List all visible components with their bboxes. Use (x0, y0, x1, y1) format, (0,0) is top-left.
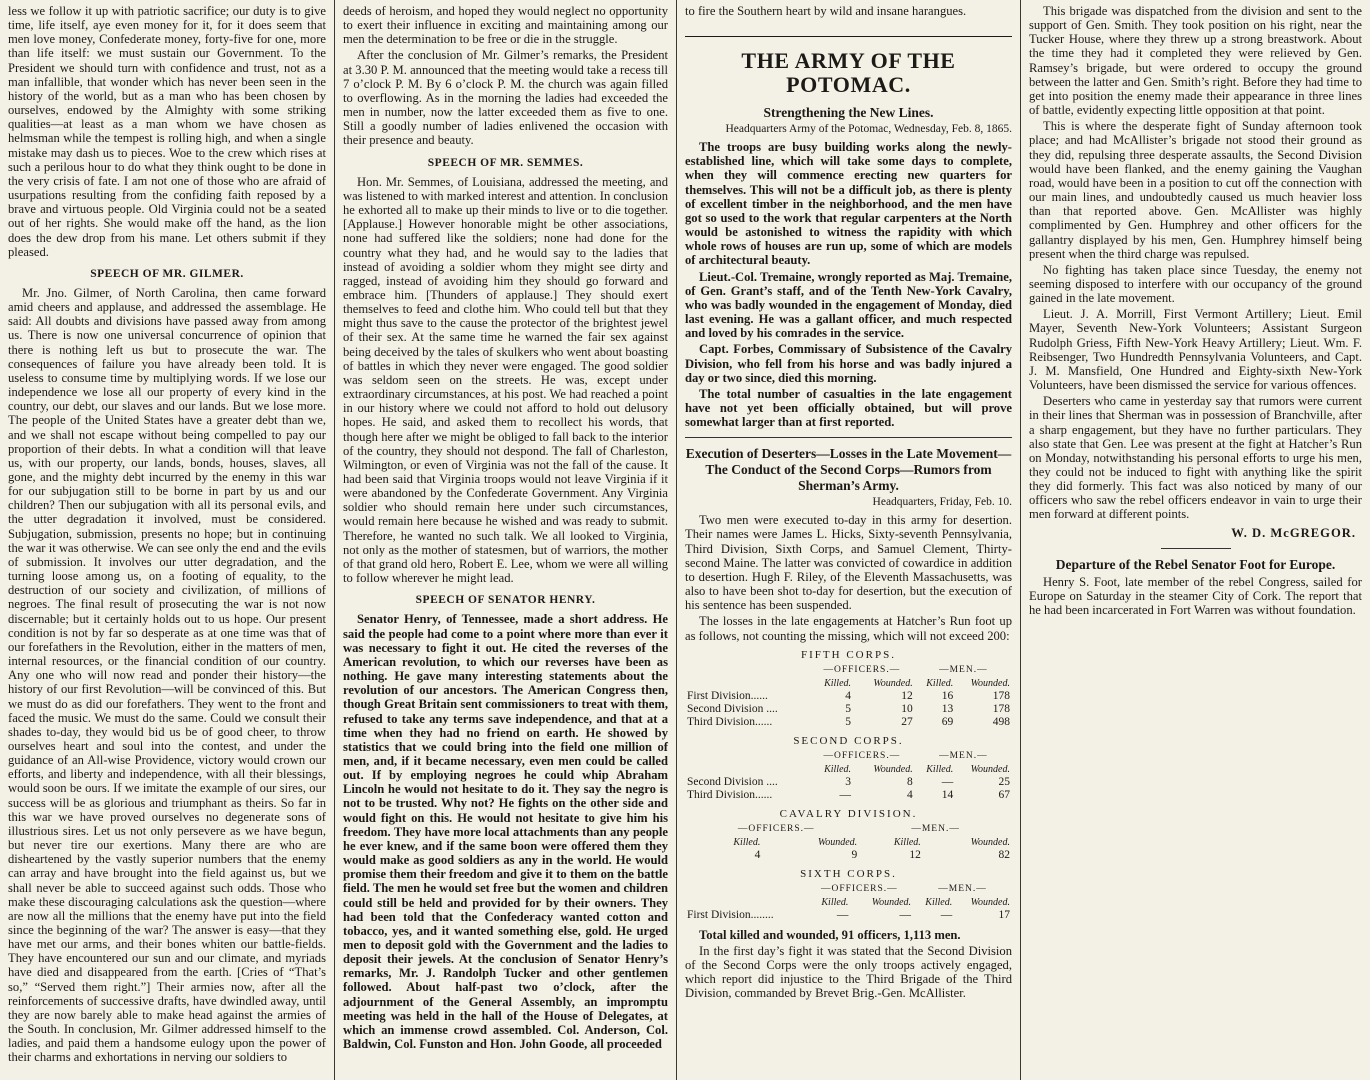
casualty-table (685, 664, 1012, 729)
table-cell: — (899, 908, 912, 921)
column-header: Killed. (925, 896, 953, 908)
table-cell: 17 (998, 908, 1010, 921)
article-paragraph: After the conclusion of Mr. Gilmer’s remarks, the President at 3.30 P. M. announced that the meeting would take a recess till 7 o’clock P. M. By 6 o’clock P. M. the church was again filled to overflowing. As in the morning the ladies had exceeded the men in number, now the latter exceeded them as five to one. Still a goodly number of ladies enlivened the occasion with their presence and beauty. (343, 48, 668, 148)
table-caption: CAVALRY DIVISION. (779, 807, 918, 820)
article-paragraph: In the first day’s fight it was stated that the Second Division of the Second Corps were the only troops actively engaged, which report did injustice to the Third Brigade of the Third Division, commanded by Brevet Brig.-Gen. McAllister. (685, 943, 1012, 1001)
column-header: Wounded. (817, 836, 858, 848)
article-paragraph: Henry S. Foot, late member of the rebel Congress, sailed for Europe on Saturday in the steamer City of Cork. The report that he had been incarcerated in Fort Warren was without foundation. (1029, 574, 1362, 618)
group-header: —MEN.— (938, 883, 987, 894)
column-header: Killed. (893, 836, 921, 848)
article-paragraph: to fire the Southern heart by wild and insane harangues. (685, 4, 967, 18)
table-cell: 9 (851, 848, 858, 861)
totals-line: Total killed and wounded, 91 officers, 1,113 men. (699, 927, 961, 942)
casualty-table (685, 750, 1012, 802)
article-paragraph: less we follow it up with patriotic sacrifice; our duty is to give time, life itself, aye even money for it, for it does seem that men love money, Confederate money, forty-five for one, more than life itself: we must sustain our Government. To the President we should turn with confidence and trust, not as a man infallible, that wonder which has never been seen in the history of the world, but as a man who has been chosen by ourselves, endowed by the Almighty with some striking qualities—at least as a man whom we have chosen as helmsman while the tempest is rolling high, and when a single mistake may dash us to pieces. Woe to the crew which rises at such a perilous hour to do what they think ought to be done in the very crisis of fate. I am not one of those who are afraid of usurpations resulting from the confiding faith reposed by a brave and virtuous people. Old Virginia could not be a seated out of her rights. She would make off the hand, as the lion does the dew drop from his mane. Let others submit if they pleased. (8, 4, 326, 259)
group-header: —MEN.— (911, 823, 960, 834)
table-cell: 12 (909, 848, 921, 861)
table-cell: 4 (906, 788, 913, 801)
table-cell: 27 (901, 715, 913, 728)
row-label (685, 849, 693, 862)
table-cell: 10 (901, 702, 913, 715)
table-cell: 13 (941, 702, 954, 715)
divider (1161, 548, 1231, 549)
table-cell: 5 (845, 715, 852, 728)
column-header: Wounded. (970, 896, 1010, 908)
group-header: —OFFICERS.— (823, 664, 901, 675)
table-row (685, 703, 1012, 716)
column-header: Killed. (821, 896, 849, 908)
table-cell: 82 (998, 848, 1010, 861)
column-1 (0, 0, 335, 1080)
column-header: Killed. (824, 763, 852, 775)
column-header: Wounded. (873, 677, 913, 689)
article-paragraph: The troops are busy building works along the newly-established line, which will take some days to complete, when they will commence erecting new quarters for themselves. This will not be a difficult job, as there is plenty of excellent timber in the neighborhood, and the men have got so used to the work that regular carpenters at the North would be astonished to witness the rapidity with which whole rows of houses are run up, some of which are models of architectural beauty. (685, 140, 1012, 268)
column-header: Wounded. (970, 836, 1010, 848)
column-header: Killed. (733, 836, 761, 848)
table-cell: 4 (845, 689, 852, 702)
table-cell: 5 (845, 702, 852, 715)
table-cell: 3 (845, 775, 852, 788)
table-caption: FIFTH CORPS. (801, 648, 896, 661)
table-cell: 178 (992, 702, 1010, 715)
column-header: Wounded. (970, 763, 1010, 775)
table-row (685, 776, 1012, 789)
table-row (685, 909, 1012, 922)
column-header: Killed. (926, 677, 954, 689)
article-paragraph: This brigade was dispatched from the division and sent to the support of Gen. Smith. They took position on his right, near the Tucker House, where they threw up a strong breastwork. About the time they had it completed they were relieved by Gen. Ramsey’s brigade, but were ordered to occupy the ground between the latter and Gen. Smith’s right. Before they had time to get into position the enemy made their appearance in three lines of battle, evidently expecting little opposition at that point. (1029, 4, 1362, 118)
article-paragraph: Two men were executed to-day in this army for desertion. Their names were James L. Hicks, Sixty-seventh Pennsylvania, Third Division, Sixth Corps, and Samuel Clement, Thirty-second Maine. The latter was convicted of cowardice in addition to desertion. Hugh F. Riley, of the Eleventh Massachusetts, was also to have been shot to-day for desertion, but the execution of his sentence has been suspended. (685, 513, 1012, 613)
row-label: Second Division .... (687, 775, 778, 788)
section-heading: SPEECH OF MR. SEMMES. (427, 156, 584, 169)
column-header: Wounded. (970, 677, 1010, 689)
divider (685, 437, 1012, 438)
row-label: First Division........ (687, 908, 774, 921)
section-heading: SPEECH OF MR. GILMER. (90, 267, 244, 280)
column-3 (677, 0, 1021, 1080)
table-cell: — (836, 908, 849, 921)
table-cell: 498 (992, 715, 1010, 728)
article-paragraph: The total number of casualties in the late engagement have not yet been officially obtained, but will prove somewhat larger than at first reported. (685, 386, 1012, 430)
article-paragraph: Deserters who came in yesterday say that rumors were current in their lines that Sherman was in possession of Branchville, after a sharp engagement, but they have no further particulars. They also state that Gen. Lee was present at the fight at Hatcher’s Run on Monday, notwithstanding his personal efforts to urge his men, they could not be induced to fight with anything like the spirit they did formerly. This fact was also noticed by many of our officers who saw the rebel officers endeavor in vain to urge their men forward at different points. (1029, 394, 1362, 522)
article-paragraph: Capt. Forbes, Commissary of Subsistence of the Cavalry Division, who fell from his horse and was badly injured a day or two since, died this morning. (685, 342, 1012, 385)
article-paragraph: Senator Henry, of Tennessee, made a short address. He said the people had come to a point where more than ever it was necessary to fight it out. He cited the reverses of the American revolution, to which our reverses have been as nothing. He gave many interesting statements about the revolution of our ancestors. The American Congress then, though Great Britain sent commissioners to treat with them, refused to take any terms save independence, and that at a time when they had no friend on earth. He showed by statistics that we could bring into the field one million of men, and, if it became necessary, even men could be called out. If by employing negroes he could whip Abraham Lincoln he would not hesitate to do it. They say the negro is not to be trusted. Why not? He fights on the other side and would fight on this. He would not hesitate to give him his freedom. They have more local attachments than any people he ever knew, and if the same boon were offered them they would make as good soldiers as any in the world. He would promise them their freedom and give it to them on the battle field. The men he would set free but the women and children could still be held and provided for by their owners. They had been told that the Confederacy wanted cotton and tobacco, yes, and it wanted something else, gold. He urged men to deposit gold with the Government and the ladies to deposit their jewels. At the conclusion of Senator Henry’s remarks, Mr. J. Randolph Tucker and other gentlemen followed. About half-past two o’clock, after the adjournment of the General Assembly, an impromptu meeting was held in the hall of the House of Delegates, at which an immense crowd assembled. Col. Anderson, Col. Baldwin, Col. Funston and Hon. John Goode, all proceeded (343, 612, 668, 1052)
dateline: Headquarters Army of the Potomac, Wednesday, Feb. 8, 1865. (725, 123, 1012, 136)
table-cell: 4 (754, 848, 761, 861)
table-cell: — (940, 908, 953, 921)
row-label: First Division...... (687, 689, 768, 702)
table-cell: 8 (906, 775, 913, 788)
article-paragraph: Mr. Jno. Gilmer, of North Carolina, then came forward amid cheers and applause, and addressed the assemblage. He said: All doubts and divisions have passed away from among us. There is now one universal concurrence of opinion that there is nothing left us but to prosecute the war. The consequences of failure you have already been told. It is useless to consume time by multiplying words. If we lose our independence we lose all our property of every kind in the country, our debt, our slaves and our lands. But we lose more. The people of the United States have a greater debt than we, and we shall not escape without being compelled to pay our proportion of their debts. In what a condition will that leave us, with our property, our lands, bonds, houses, slaves, all gone, and the mighty debt incurred by the enemy in this war for our subjugation still to be borne in part by us and our children? Then our subjugation with all its personal evils, and the utter degradation it involved, must be considered. Subjugation, submission, presents no hope; but in continuing the war it was otherwise. We can see only the end and the evils of submission. It involves our utter degradation, and the turning loose among us, on a footing of equality, to the destruction of our society and civilization, of millions of negroes. The final result of prosecuting the war is not now discernable; but it certainly holds out to us hope. Our present condition is not by far so desperate as at one time was that of our forefathers in the Revolution, either in the matters of men, internal resources, or the financial condition of our country. Any one who will now read and ponder their history—the history of our first Revolution—will be convinced of this. But we must do as did our forefathers. They went to the front and faced the music. We must do the same. Could we consult their shades to-day, they would bid us be of good cheer, to throw ourselves heart and soul into the contest, and under the guidance of an All-wise Providence, victory would crown our efforts, and liberty and independence, with all their blessings, would soon be ours. If we imitate the example of our sires, our success will be as glorious and triumphant as theirs. So far in this war we have proved ourselves no degenerate sons of illustrious sires. Let us not only persevere as we have begun, but never tire our exertions. Many there are who are disheartened by the vastly superior numbers that the enemy can array and have brought into the field against us, but we shall never be able to succeed against such odds. Those who make these discouraging calculations ask the question—where are now all the millions that the enemy have put into the field since the beginning of the war? The answer is easy—that they have met our arms, and their bones whiten our battle-fields. They have encountered our sun and our climate, and myriads have died and disappeared from the earth. [Cries of “That’s so,” “Served them right.”] Their armies now, after all the reinforcements of successive drafts, have dwindled away, until they are now barely able to make head against the armies of the South. In conclusion, Mr. Gilmer addressed himself to the ladies, and paid them a handsome eulogy upon the power of their charms and exhortations in nerving our soldiers to (8, 285, 326, 1065)
column-header: Killed. (824, 677, 852, 689)
column-header: Wounded. (871, 896, 912, 908)
byline-signature: W. D. McGREGOR. (1231, 525, 1356, 540)
group-header: —OFFICERS.— (737, 823, 815, 834)
article-paragraph: Lieut.-Col. Tremaine, wrongly reported as Maj. Tremaine, of Gen. Grant’s staff, and of the Tenth New-York Cavalry, who was badly wounded in the engagement of Monday, died last evening. He was a gallant officer, and much respected and loved by his comrades in the service. (685, 269, 1012, 341)
group-header: —OFFICERS.— (820, 883, 898, 894)
table-row (685, 716, 1012, 729)
row-label: Third Division...... (687, 715, 773, 728)
table-cell: 67 (998, 788, 1010, 801)
table-cell: 14 (941, 788, 954, 801)
table-row (685, 789, 1012, 802)
row-label: Second Division .... (687, 702, 778, 715)
article-paragraph: Lieut. J. A. Morrill, First Vermont Artillery; Lieut. Emil Mayer, Seventh New-York Volunteers; Assistant Surgeon Rudolph Griess, Fifth New-York Heavy Artillery; Lieut. Wm. F. Reibsenger, Two Hundredth Pennsylvania Volunteers, and Capt. J. M. Mansfield, One Hundred and Eighty-sixth New-York Volunteers, have been dismissed the service for various offences. (1029, 307, 1362, 393)
table-cell: 16 (941, 689, 954, 702)
casualty-table (685, 823, 1012, 862)
subheading: Strengthening the New Lines. (763, 105, 934, 121)
casualty-tables (685, 649, 1012, 922)
article-paragraph: Hon. Mr. Semmes, of Louisiana, addressed the meeting, and was listened to with marked interest and attention. In conclusion he exhorted all to make up their minds to live or to die together. [Applause.] However honorable might be other associations, none had suffered like the soldiers; none had done for the country what they had, and he would say to the ladies that instead of avoiding a soldier whom they might see dirty and ragged, instead of avoiding him they should go forward and embrace him. [Thunders of applause.] They should exert themselves to feed and clothe him. Who could tell but that they might thus save to the cause the protector of the brightest jewel of their sex. At the same time he warned the fair sex against being deceived by the tales of skulkers who went about boasting of battles in which they never were engaged. The good soldier was seldom seen on the streets. He was, except under extraordinary circumstances, at his post. We had reached a point in our history where we could not afford to hold out delusory hopes. He said, and asked them to recollect his words, that though here after we might be obliged to fall back to the interior of the country, they should not despond. The fall of Charleston, Wilmington, or even of Virginia was not the fall of the cause. It had been said that Virginia troops would not leave Virginia if it were abandoned by the Confederate Government. Any Virginia soldier who should remain here under such circumstances, would remain here because he wished and was ready to submit. Therefore, he wanted no such talk. We all looked to Virginia, not only as the mother of statesmen, but of warriors, the mother of that grand old hero, Robert E. Lee, whom we were all willing to follow wherever he might lead. (343, 174, 668, 586)
table-row (685, 690, 1012, 703)
table-cell: 12 (901, 689, 913, 702)
group-header: —MEN.— (939, 664, 988, 675)
column-header: Wounded. (873, 763, 913, 775)
table-caption: SECOND CORPS. (793, 734, 904, 747)
article-paragraph: No fighting has taken place since Tuesday, the enemy not seeming disposed to interfere with our occupancy of the ground gained in the late movement. (1029, 262, 1362, 306)
column-4 (1021, 0, 1370, 1080)
subheading: Departure of the Rebel Senator Foot for Europe. (1055, 556, 1336, 572)
article-paragraph: The losses in the late engagements at Hatcher’s Run foot up as follows, not counting the missing, which will not exceed 200: (685, 614, 1012, 643)
table-cell: 25 (998, 775, 1010, 788)
table-cell: — (839, 788, 852, 801)
column-header: Killed. (926, 763, 954, 775)
subheading: Execution of Deserters—Losses in the Late Movement—The Conduct of the Second Corps—Rumors from Sherman’s Army. (685, 446, 1012, 494)
article-paragraph: deeds of heroism, and hoped they would neglect no opportunity to exert their influence in exciting and maintaining among our men the determination to be free or die in the struggle. (343, 4, 668, 47)
masthead-title: THE ARMY OF THE POTOMAC. (685, 36, 1012, 97)
section-heading: SPEECH OF SENATOR HENRY. (415, 594, 596, 607)
table-row (685, 849, 1012, 862)
table-caption: SIXTH CORPS. (800, 867, 897, 880)
dateline: Headquarters, Friday, Feb. 10. (872, 496, 1012, 509)
row-label: Third Division...... (687, 788, 773, 801)
article-paragraph: This is where the desperate fight of Sunday afternoon took place; and had McAllister’s brigade not stood their ground as they did, repulsing three desperate assaults, the Second Division would have been flanked, and the enemy gaining the Vaughan road, would have been in a position to cut off the connection with our main lines, and undoubtedly caused us much heavier loss than that reported above. Gen. McAllister was highly complimented by Gen. Humphrey and other officers for the gallantry displayed by his men, Gen. Humphrey himself being present when the third charge was repulsed. (1029, 119, 1362, 261)
group-header: —MEN.— (939, 750, 988, 761)
column-2 (335, 0, 677, 1080)
group-header: —OFFICERS.— (823, 750, 901, 761)
table-cell: 178 (992, 689, 1010, 702)
table-cell: 69 (941, 715, 954, 728)
table-cell: — (941, 775, 954, 788)
casualty-table (685, 883, 1012, 922)
